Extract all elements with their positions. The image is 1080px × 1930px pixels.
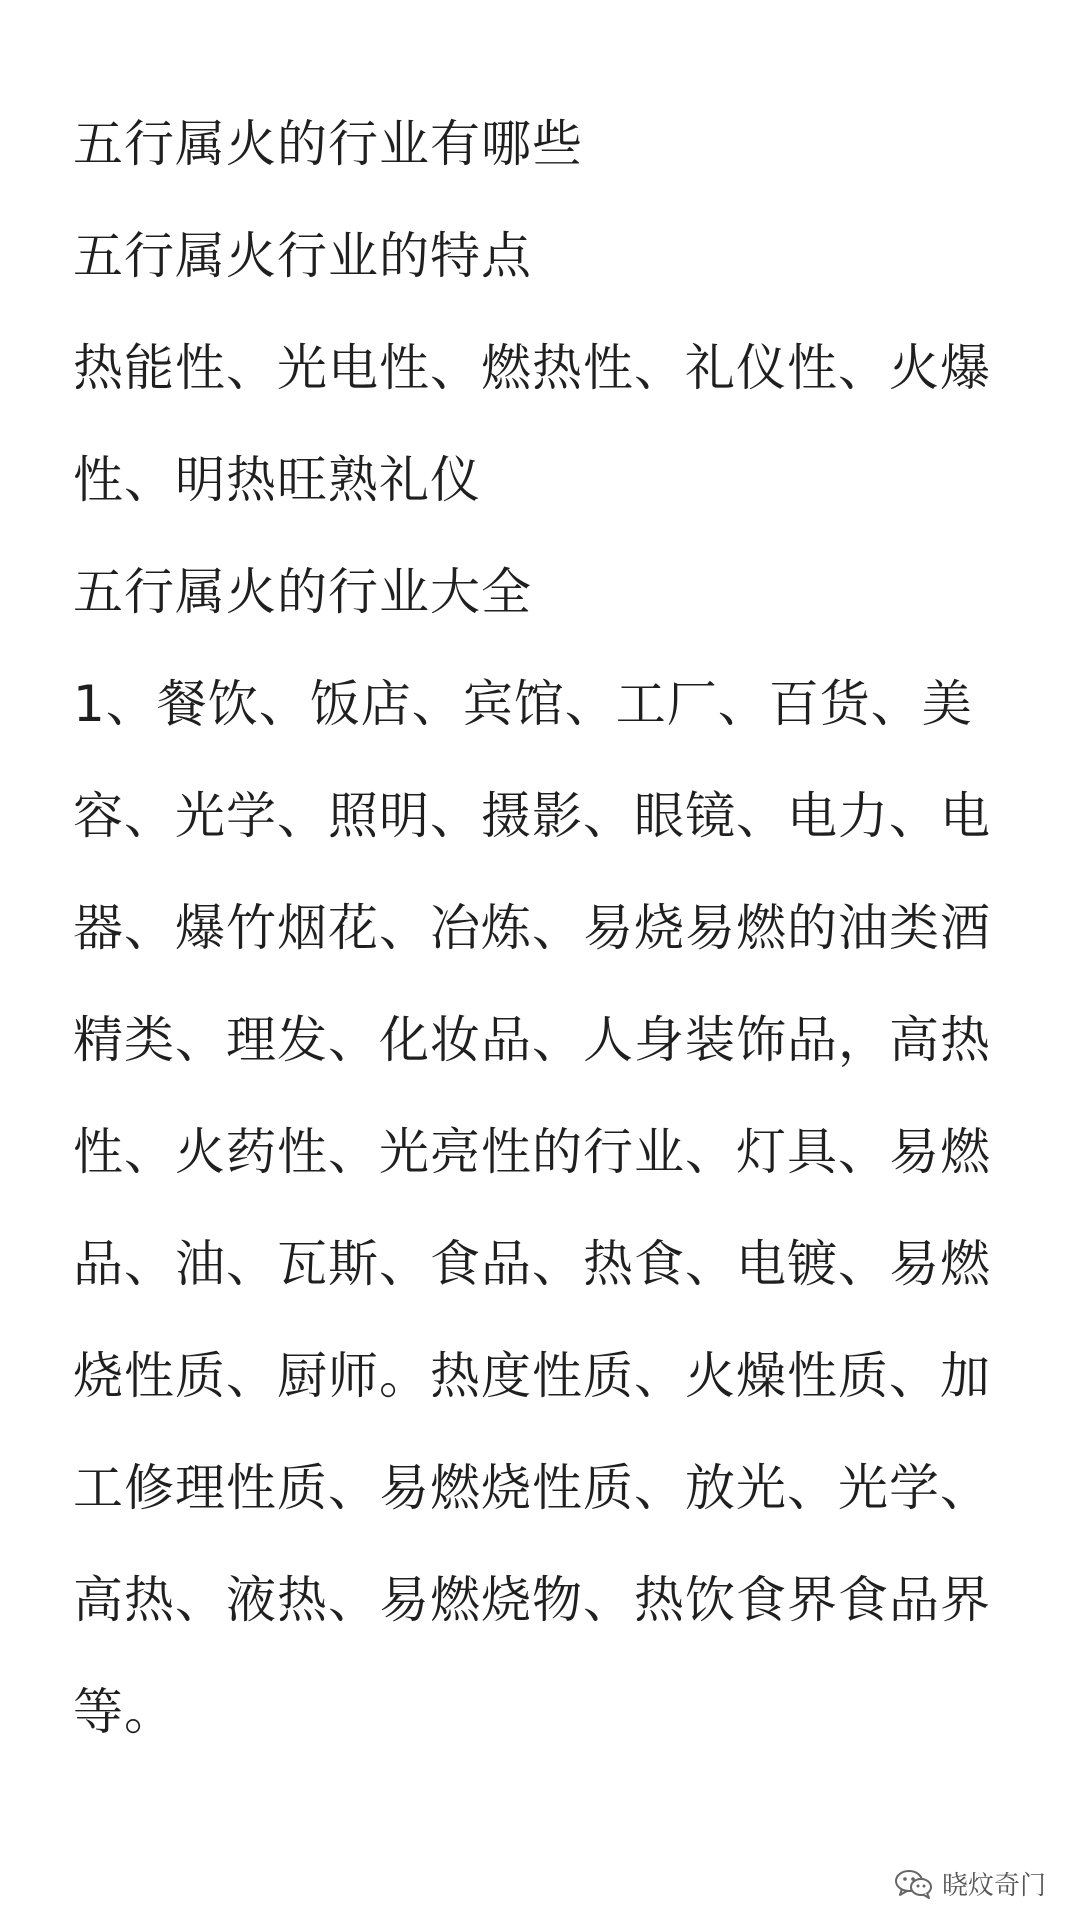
article-title: 五行属火的行业有哪些 [73, 115, 583, 173]
features-paragraph: 热能性、光电性、燃热性、礼仪性、火爆性、明热旺熟礼仪 [73, 339, 991, 509]
industries-paragraph: 1、餐饮、饭店、宾馆、工厂、百货、美容、光学、照明、摄影、眼镜、电力、电器、爆竹烟花、冶炼、易烧易燃的油类酒精类、理发、化妆品、人身装饰品，高热性、火药性、光亮性的行业、灯具、易燃品、油、瓦斯、食品、热食、电镀、易燃烧性质、厨师。热度性质、火燥性质、加工修理性质、易燃烧性质、放光、光学、高热、液热、易燃烧物、热饮食界食品界等。 [73, 675, 991, 1741]
section-heading-features: 五行属火行业的特点 [73, 227, 532, 285]
section-heading-industries: 五行属火的行业大全 [73, 563, 532, 621]
wechat-icon [894, 1868, 934, 1900]
watermark [894, 1865, 1046, 1902]
article-body [73, 88, 1013, 1768]
watermark-text: 晓炆奇门 [941, 1871, 1046, 1901]
